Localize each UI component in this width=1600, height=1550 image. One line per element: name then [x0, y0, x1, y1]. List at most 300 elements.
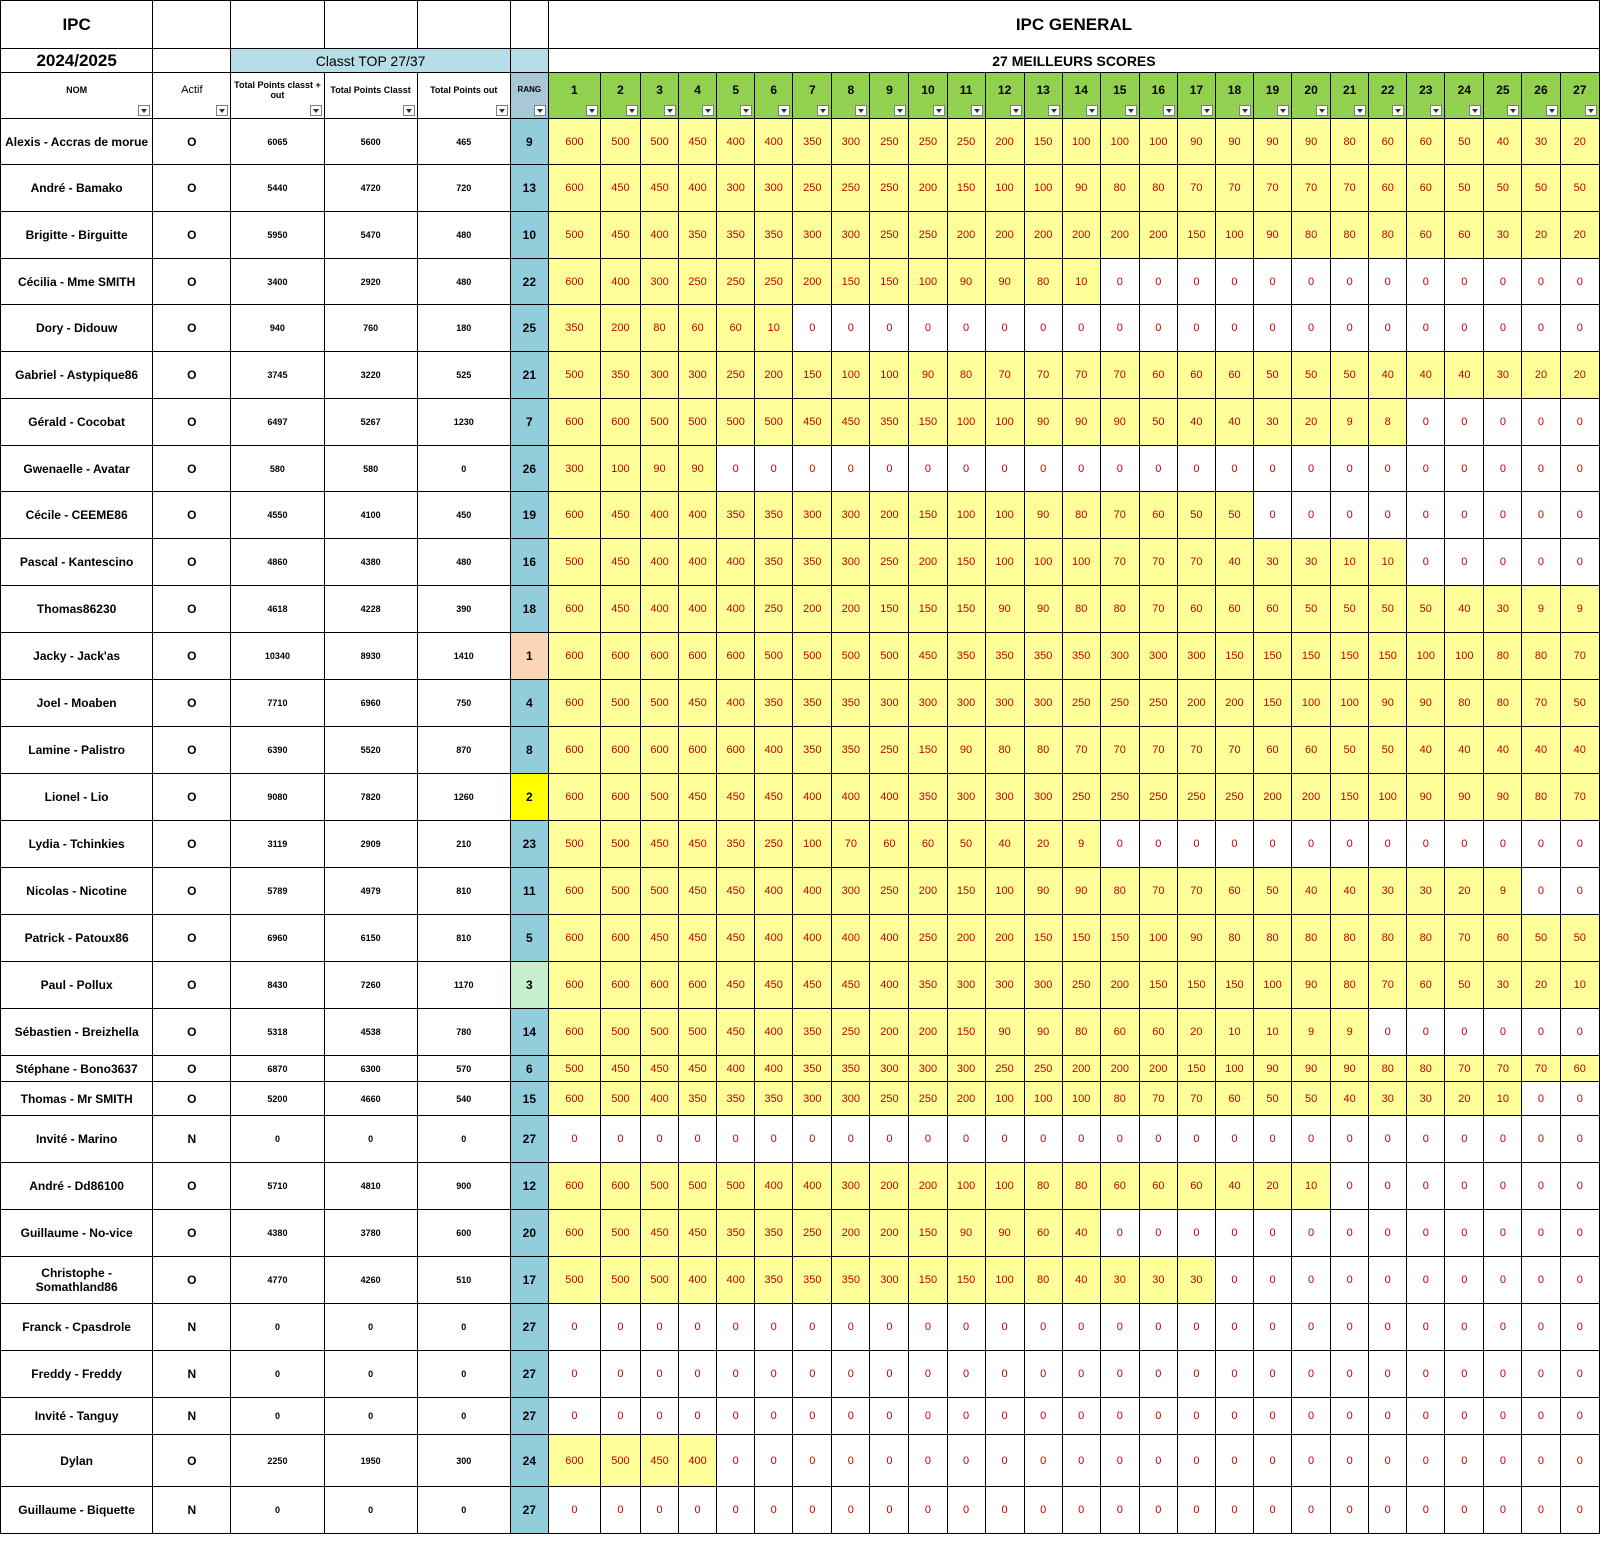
score-cell: 350 [755, 1082, 793, 1116]
score-cell: 450 [600, 539, 640, 586]
score-cell: 50 [1254, 868, 1292, 915]
score-cell: 250 [1024, 1056, 1062, 1082]
score-cell: 300 [870, 680, 909, 727]
score-cell: 0 [1100, 305, 1139, 352]
score-cell: 9 [1062, 821, 1100, 868]
score-cell: 0 [1560, 1398, 1600, 1435]
rang-value: 18 [510, 586, 548, 633]
actif-value: O [153, 774, 231, 821]
score-cell: 0 [1292, 1257, 1331, 1304]
score-cell: 70 [1062, 352, 1100, 399]
dropdown-filter-icon[interactable] [1277, 105, 1289, 116]
score-cell: 250 [755, 259, 793, 305]
score-cell: 0 [1292, 259, 1331, 305]
score-cell: 0 [985, 1435, 1024, 1487]
score-cell: 300 [985, 680, 1024, 727]
total-classt-out-value: 4860 [231, 539, 324, 586]
player-name: Patrick - Patoux86 [1, 915, 153, 962]
rang-value: 11 [510, 868, 548, 915]
score-cell: 300 [793, 1082, 832, 1116]
score-cell: 60 [1369, 119, 1407, 165]
score-cell: 90 [1062, 868, 1100, 915]
column-header-label: 13 [1036, 82, 1050, 97]
score-cell: 0 [1484, 821, 1522, 868]
score-cell: 400 [870, 962, 909, 1009]
score-cell: 80 [1331, 915, 1369, 962]
total-classt-value: 4720 [324, 165, 417, 212]
score-cell: 0 [832, 1351, 870, 1398]
score-cell: 150 [909, 399, 947, 446]
score-cell: 0 [1254, 1487, 1292, 1534]
score-cell: 400 [679, 1257, 717, 1304]
score-cell: 60 [870, 821, 909, 868]
score-cell: 0 [909, 446, 947, 492]
score-cell: 100 [1445, 633, 1484, 680]
score-cell: 150 [909, 727, 947, 774]
score-cell: 30 [1484, 962, 1522, 1009]
score-cell: 0 [947, 1351, 985, 1398]
column-header-label: 5 [732, 82, 739, 97]
dropdown-filter-icon[interactable] [1086, 105, 1098, 116]
score-cell: 100 [1369, 774, 1407, 821]
score-cell: 0 [1215, 1435, 1253, 1487]
score-cell: 600 [548, 586, 600, 633]
score-cell: 70 [1139, 1082, 1177, 1116]
score-cell: 0 [1369, 1435, 1407, 1487]
dropdown-filter-icon[interactable] [1354, 105, 1366, 116]
score-cell: 450 [600, 586, 640, 633]
score-cell: 350 [909, 962, 947, 1009]
score-cell: 0 [1445, 399, 1484, 446]
column-header-label: 2 [617, 82, 624, 97]
rang-value: 27 [510, 1304, 548, 1351]
rang-value: 17 [510, 1257, 548, 1304]
column-header-label: 23 [1419, 82, 1433, 97]
dropdown-filter-icon[interactable] [1048, 105, 1060, 116]
score-cell: 250 [717, 259, 755, 305]
score-cell: 10 [755, 305, 793, 352]
score-cell: 40 [1331, 868, 1369, 915]
player-name: Pascal - Kantescino [1, 539, 153, 586]
score-cell: 20 [1445, 868, 1484, 915]
dropdown-filter-icon[interactable] [933, 105, 945, 116]
score-cell: 20 [1522, 962, 1560, 1009]
score-cell: 70 [1177, 165, 1215, 212]
column-header-label: 19 [1265, 82, 1280, 97]
score-cell: 90 [985, 1210, 1024, 1257]
score-cell: 250 [870, 727, 909, 774]
score-cell: 350 [832, 727, 870, 774]
score-cell: 50 [1445, 962, 1484, 1009]
player-name: Guillaume - No-vice [1, 1210, 153, 1257]
score-cell: 300 [832, 539, 870, 586]
score-cell: 0 [1292, 1398, 1331, 1435]
score-cell: 0 [870, 1304, 909, 1351]
score-cell: 200 [1100, 1056, 1139, 1082]
score-cell: 0 [1177, 1435, 1215, 1487]
score-cell: 40 [1522, 727, 1560, 774]
score-cell: 400 [717, 1056, 755, 1082]
rang-value: 21 [510, 352, 548, 399]
score-cell: 70 [1445, 1056, 1484, 1082]
dropdown-filter-icon[interactable] [1316, 105, 1328, 116]
score-cell: 70 [1560, 633, 1600, 680]
blank-cell [510, 49, 548, 73]
player-name: Brigitte - Birguitte [1, 212, 153, 259]
dropdown-filter-icon[interactable] [626, 105, 638, 116]
column-header-label: 9 [886, 82, 893, 97]
score-cell: 50 [1560, 680, 1600, 727]
score-cell: 0 [1062, 446, 1100, 492]
score-cell: 200 [870, 492, 909, 539]
total-classt-out-value: 6390 [231, 727, 324, 774]
score-cell: 300 [947, 680, 985, 727]
dropdown-filter-icon[interactable] [778, 105, 790, 116]
score-cell: 0 [1215, 1398, 1253, 1435]
score-cell: 300 [832, 119, 870, 165]
total-classt-value: 4810 [324, 1163, 417, 1210]
score-cell: 350 [679, 212, 717, 259]
total-out-value: 900 [417, 1163, 510, 1210]
score-cell: 0 [1560, 259, 1600, 305]
score-cell: 0 [1292, 1351, 1331, 1398]
score-cell: 200 [947, 915, 985, 962]
actif-value: N [153, 1116, 231, 1163]
score-cell: 0 [1407, 259, 1445, 305]
score-cell: 90 [1100, 399, 1139, 446]
score-cell: 0 [1522, 305, 1560, 352]
score-cell: 400 [641, 1082, 679, 1116]
score-cell: 90 [1062, 399, 1100, 446]
score-cell: 0 [947, 1398, 985, 1435]
score-cell: 0 [1062, 1487, 1100, 1534]
score-cell: 70 [1100, 727, 1139, 774]
score-cell: 0 [1100, 1351, 1139, 1398]
score-cell: 30 [1369, 868, 1407, 915]
score-cell: 250 [832, 165, 870, 212]
score-cell: 0 [793, 1487, 832, 1534]
score-cell: 0 [679, 1351, 717, 1398]
score-cell: 100 [1331, 680, 1369, 727]
score-cell: 0 [1407, 821, 1445, 868]
score-cell: 0 [717, 1116, 755, 1163]
score-cell: 50 [1522, 915, 1560, 962]
player-name: Gérald - Cocobat [1, 399, 153, 446]
score-cell: 90 [679, 446, 717, 492]
score-cell: 300 [755, 165, 793, 212]
score-cell: 0 [1331, 1116, 1369, 1163]
score-cell: 300 [870, 1257, 909, 1304]
player-name: Paul - Pollux [1, 962, 153, 1009]
score-cell: 90 [1407, 680, 1445, 727]
column-header-total-out [417, 73, 510, 119]
dropdown-filter-icon[interactable] [586, 105, 598, 116]
score-cell: 0 [1215, 1210, 1253, 1257]
score-cell: 60 [1407, 119, 1445, 165]
dropdown-filter-icon[interactable] [403, 105, 415, 116]
score-cell: 0 [1215, 446, 1253, 492]
player-name: Gwenaelle - Avatar [1, 446, 153, 492]
dropdown-filter-icon[interactable] [1010, 105, 1022, 116]
column-header-score [1024, 73, 1062, 119]
score-cell: 0 [1407, 1163, 1445, 1210]
score-cell: 90 [1292, 962, 1331, 1009]
score-cell: 50 [1254, 1082, 1292, 1116]
score-cell: 80 [1100, 868, 1139, 915]
score-cell: 500 [832, 633, 870, 680]
score-cell: 500 [548, 821, 600, 868]
score-cell: 60 [1177, 1163, 1215, 1210]
dropdown-filter-icon[interactable] [664, 105, 676, 116]
season-label: 2024/2025 [1, 49, 153, 73]
table-row [1, 868, 1600, 915]
score-cell: 30 [1484, 352, 1522, 399]
score-cell: 200 [947, 212, 985, 259]
score-cell: 0 [1024, 1398, 1062, 1435]
total-classt-value: 5470 [324, 212, 417, 259]
score-cell: 60 [1024, 1210, 1062, 1257]
score-cell: 90 [1215, 119, 1253, 165]
dropdown-filter-icon[interactable] [1125, 105, 1137, 116]
score-cell: 70 [1139, 586, 1177, 633]
score-cell: 50 [1292, 352, 1331, 399]
actif-value: O [153, 821, 231, 868]
score-cell: 50 [1369, 727, 1407, 774]
score-cell: 450 [679, 774, 717, 821]
score-cell: 40 [1062, 1210, 1100, 1257]
score-cell: 400 [641, 212, 679, 259]
score-cell: 150 [909, 492, 947, 539]
score-cell: 200 [909, 868, 947, 915]
score-cell: 350 [793, 727, 832, 774]
total-classt-value: 4660 [324, 1082, 417, 1116]
table-row [1, 1257, 1600, 1304]
dropdown-filter-icon[interactable] [1201, 105, 1213, 116]
score-cell: 50 [1331, 352, 1369, 399]
score-cell: 90 [985, 259, 1024, 305]
total-out-value: 780 [417, 1009, 510, 1056]
total-out-value: 0 [417, 1487, 510, 1534]
score-cell: 250 [870, 868, 909, 915]
total-classt-value: 580 [324, 446, 417, 492]
score-cell: 0 [1407, 446, 1445, 492]
total-classt-value: 6960 [324, 680, 417, 727]
score-cell: 80 [1484, 680, 1522, 727]
rang-value: 12 [510, 1163, 548, 1210]
score-cell: 60 [1560, 1056, 1600, 1082]
score-cell: 0 [1292, 1304, 1331, 1351]
score-cell: 600 [600, 399, 640, 446]
dropdown-filter-icon[interactable] [138, 105, 150, 116]
dropdown-filter-icon[interactable] [894, 105, 906, 116]
score-cell: 100 [1024, 539, 1062, 586]
score-cell: 0 [755, 1435, 793, 1487]
score-cell: 60 [1177, 352, 1215, 399]
dropdown-filter-icon[interactable] [534, 105, 546, 116]
score-cell: 20 [1522, 212, 1560, 259]
player-name: Dylan [1, 1435, 153, 1487]
score-cell: 30 [1484, 586, 1522, 633]
score-cell: 0 [1331, 1210, 1369, 1257]
score-cell: 30 [1254, 539, 1292, 586]
score-cell: 60 [1139, 492, 1177, 539]
dropdown-filter-icon[interactable] [310, 105, 322, 116]
score-cell: 350 [717, 1210, 755, 1257]
score-cell: 0 [947, 1116, 985, 1163]
score-cell: 500 [679, 1163, 717, 1210]
score-cell: 70 [1177, 727, 1215, 774]
dropdown-filter-icon[interactable] [855, 105, 867, 116]
score-cell: 60 [1445, 212, 1484, 259]
score-cell: 150 [1292, 633, 1331, 680]
column-header-label: Total Points out [430, 84, 498, 95]
score-cell: 0 [1484, 492, 1522, 539]
score-cell: 0 [1139, 446, 1177, 492]
score-cell: 300 [1139, 633, 1177, 680]
score-cell: 0 [832, 1435, 870, 1487]
column-header-score [1139, 73, 1177, 119]
column-header-nom [1, 73, 153, 119]
dropdown-filter-icon[interactable] [702, 105, 714, 116]
score-cell: 0 [1100, 1435, 1139, 1487]
score-cell: 150 [947, 539, 985, 586]
score-cell: 350 [755, 680, 793, 727]
dropdown-filter-icon[interactable] [1469, 105, 1481, 116]
score-cell: 0 [947, 446, 985, 492]
score-cell: 0 [1369, 446, 1407, 492]
score-cell: 350 [755, 1257, 793, 1304]
score-cell: 400 [793, 774, 832, 821]
total-classt-out-value: 5440 [231, 165, 324, 212]
actif-value: N [153, 1304, 231, 1351]
score-cell: 250 [909, 1082, 947, 1116]
score-cell: 20 [1254, 1163, 1292, 1210]
score-cell: 500 [600, 680, 640, 727]
score-cell: 70 [1331, 165, 1369, 212]
score-cell: 0 [1254, 259, 1292, 305]
column-header-score [1292, 73, 1331, 119]
rang-value: 13 [510, 165, 548, 212]
score-cell: 0 [1177, 446, 1215, 492]
total-classt-out-value: 3119 [231, 821, 324, 868]
score-cell: 70 [1522, 1056, 1560, 1082]
score-cell: 0 [1407, 492, 1445, 539]
column-header-score [793, 73, 832, 119]
dropdown-filter-icon[interactable] [216, 105, 228, 116]
total-classt-value: 0 [324, 1351, 417, 1398]
total-classt-value: 2909 [324, 821, 417, 868]
score-cell: 500 [870, 633, 909, 680]
rang-value: 27 [510, 1116, 548, 1163]
dropdown-filter-icon[interactable] [1546, 105, 1558, 116]
score-cell: 400 [870, 915, 909, 962]
general-title: IPC GENERAL [548, 1, 1599, 49]
score-cell: 0 [1254, 821, 1292, 868]
score-cell: 0 [1369, 1257, 1407, 1304]
score-cell: 90 [1024, 399, 1062, 446]
total-classt-out-value: 6065 [231, 119, 324, 165]
score-cell: 500 [755, 399, 793, 446]
column-header-label: 4 [694, 82, 701, 97]
score-cell: 100 [1215, 1056, 1253, 1082]
score-cell: 350 [793, 680, 832, 727]
table-row [1, 1435, 1600, 1487]
dropdown-filter-icon[interactable] [971, 105, 983, 116]
score-cell: 90 [1024, 1009, 1062, 1056]
score-cell: 0 [1215, 1116, 1253, 1163]
score-cell: 300 [1024, 680, 1062, 727]
score-cell: 80 [1254, 915, 1292, 962]
dropdown-filter-icon[interactable] [496, 105, 508, 116]
score-cell: 80 [1407, 915, 1445, 962]
score-cell: 250 [870, 212, 909, 259]
score-cell: 0 [1369, 1398, 1407, 1435]
score-cell: 200 [985, 119, 1024, 165]
score-cell: 70 [1254, 165, 1292, 212]
score-cell: 600 [548, 1163, 600, 1210]
score-cell: 0 [1254, 1351, 1292, 1398]
dropdown-filter-icon[interactable] [1430, 105, 1442, 116]
column-header-actif [153, 73, 231, 119]
actif-value: O [153, 868, 231, 915]
score-cell: 0 [1292, 492, 1331, 539]
score-cell: 250 [1215, 774, 1253, 821]
score-cell: 300 [641, 352, 679, 399]
score-cell: 0 [755, 1304, 793, 1351]
score-cell: 0 [947, 305, 985, 352]
score-cell: 400 [755, 119, 793, 165]
score-cell: 0 [1139, 1351, 1177, 1398]
table-row [1, 305, 1600, 352]
total-classt-value: 0 [324, 1304, 417, 1351]
score-cell: 100 [1254, 962, 1292, 1009]
dropdown-filter-icon[interactable] [1163, 105, 1175, 116]
score-cell: 40 [1062, 1257, 1100, 1304]
score-cell: 40 [1407, 352, 1445, 399]
score-cell: 0 [1560, 1210, 1600, 1257]
score-cell: 0 [985, 1351, 1024, 1398]
rang-value: 2 [510, 774, 548, 821]
dropdown-filter-icon[interactable] [1585, 105, 1597, 116]
dropdown-filter-icon[interactable] [817, 105, 829, 116]
score-cell: 350 [985, 633, 1024, 680]
score-cell: 40 [1215, 399, 1253, 446]
total-classt-value: 4260 [324, 1257, 417, 1304]
score-cell: 70 [1445, 915, 1484, 962]
dropdown-filter-icon[interactable] [740, 105, 752, 116]
score-cell: 0 [1215, 1304, 1253, 1351]
score-cell: 90 [947, 727, 985, 774]
table-row [1, 1210, 1600, 1257]
score-cell: 400 [755, 1163, 793, 1210]
score-cell: 0 [793, 1435, 832, 1487]
player-name: Lydia - Tchinkies [1, 821, 153, 868]
table-row [1, 1487, 1600, 1534]
total-out-value: 810 [417, 915, 510, 962]
score-cell: 450 [679, 119, 717, 165]
player-name: Cécilia - Mme SMITH [1, 259, 153, 305]
rang-value: 5 [510, 915, 548, 962]
dropdown-filter-icon[interactable] [1507, 105, 1519, 116]
total-classt-out-value: 8430 [231, 962, 324, 1009]
score-cell: 0 [832, 1116, 870, 1163]
dropdown-filter-icon[interactable] [1239, 105, 1251, 116]
score-cell: 0 [1407, 1351, 1445, 1398]
score-cell: 150 [1100, 915, 1139, 962]
column-header-label: 18 [1227, 82, 1242, 97]
column-header-score [1445, 73, 1484, 119]
dropdown-filter-icon[interactable] [1392, 105, 1404, 116]
